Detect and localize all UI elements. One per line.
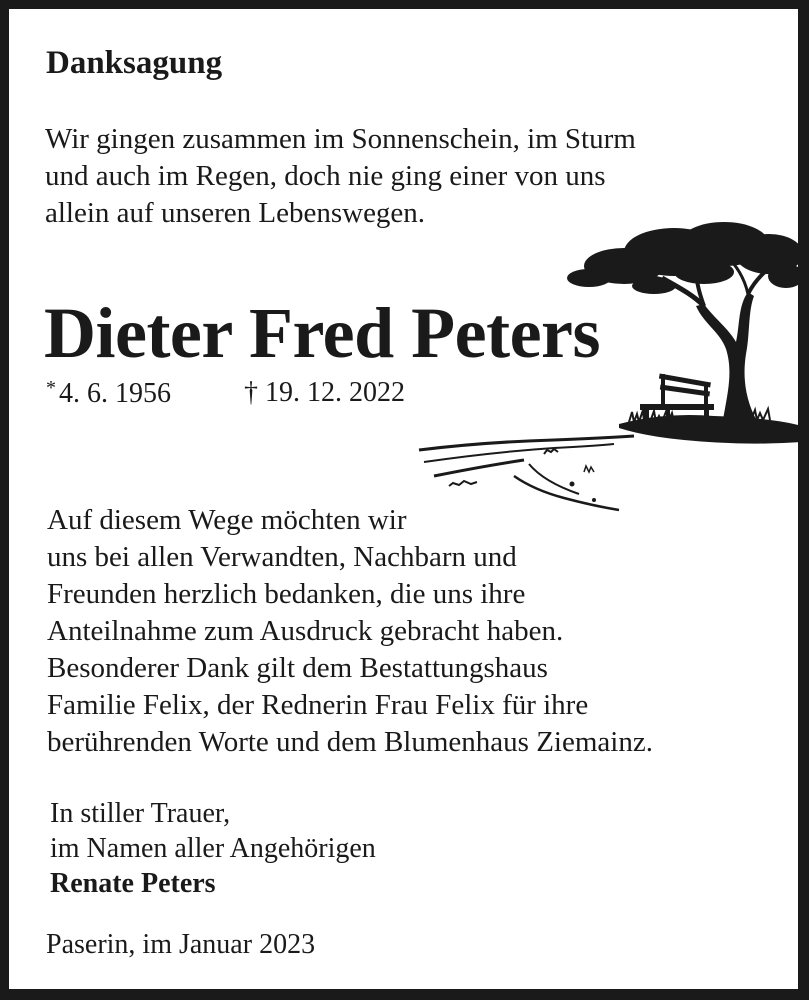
birth-date-value: 4. 6. 1956 bbox=[59, 378, 171, 409]
signature-line: im Namen aller Angehörigen bbox=[50, 833, 376, 864]
deceased-name: Dieter Fred Peters bbox=[44, 293, 601, 373]
signature-line: In stiller Trauer, bbox=[50, 798, 231, 829]
heading: Danksagung bbox=[46, 45, 223, 81]
signer-name: Renate Peters bbox=[50, 868, 216, 899]
death-date: † 19. 12. 2022 bbox=[244, 377, 405, 408]
poem-line: und auch im Regen, doch nie ging einer von uns bbox=[45, 160, 606, 192]
thanks-line: Freunden herzlich bedanken, die uns ihre bbox=[47, 578, 526, 610]
birth-symbol: * bbox=[46, 377, 56, 399]
thanks-line: Anteilnahme zum Ausdruck gebracht haben. bbox=[47, 615, 564, 647]
thanks-line: uns bei allen Verwandten, Nachbarn und bbox=[47, 541, 517, 573]
place-date: Paserin, im Januar 2023 bbox=[46, 929, 316, 960]
thanks-line: Auf diesem Wege möchten wir bbox=[47, 504, 407, 536]
obituary-notice bbox=[9, 9, 798, 989]
poem-line: allein auf unseren Lebenswegen. bbox=[45, 197, 426, 229]
poem-line: Wir gingen zusammen im Sonnenschein, im Sturm bbox=[45, 123, 636, 155]
thanks-text bbox=[47, 502, 653, 761]
thanks-line: berührenden Worte und dem Blumenhaus Ziemainz. bbox=[47, 726, 653, 758]
birth-date bbox=[46, 377, 171, 410]
thanks-line: Familie Felix, der Rednerin Frau Felix für ihre bbox=[47, 689, 589, 721]
thanks-line: Besonderer Dank gilt dem Bestattungshaus bbox=[47, 652, 548, 684]
signature-block bbox=[50, 796, 376, 901]
